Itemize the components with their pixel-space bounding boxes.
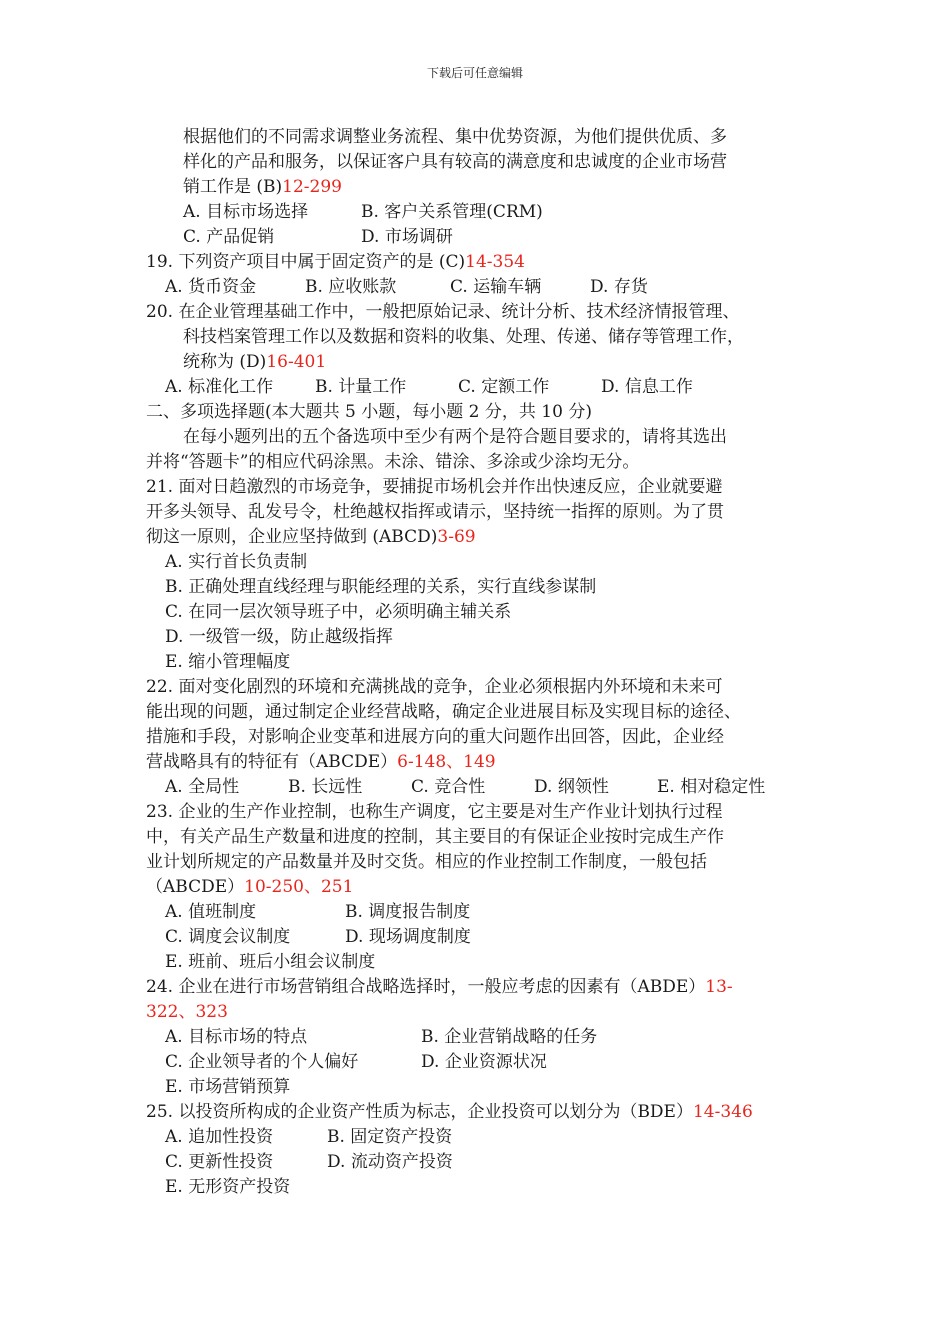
option-text: A. 目标市场的特点 [165,1027,308,1047]
line-text: D. 信息工作 [601,377,693,397]
text-line [146,850,707,875]
text-line [146,475,722,500]
text-line [165,650,290,675]
text-line [183,200,543,225]
line-text: 25. 以投资所构成的企业资产性质为标志，企业投资可以划分为（BDE） [146,1102,693,1122]
text-line [146,875,353,900]
text-line [165,375,693,400]
line-text: E. 无形资产投资 [165,1177,291,1197]
line-text: D. 企业资源状况 [421,1052,547,1072]
text-line [165,1075,290,1100]
text-line [146,450,639,475]
option-text: A. 货币资金 [165,277,257,297]
text-line [183,425,727,450]
text-line [165,625,393,650]
text-line [165,775,765,800]
option-text: A. 标准化工作 [165,377,274,397]
line-text: 在每小题列出的五个备选项中至少有两个是符合题目要求的，请将其选出 [183,427,727,447]
page-reference: 322、323 [146,1002,228,1022]
line-text: E. 班前、班后小组会议制度 [165,952,376,972]
text-line [183,125,727,150]
line-text: 并将“答题卡”的相应代码涂黑。未涂、错涂、多涂或少涂均无分。 [146,452,640,472]
text-line [165,950,375,975]
line-text: 23. 企业的生产作业控制，也称生产调度，它主要是对生产作业计划执行过程 [146,802,723,822]
text-line [146,725,724,750]
text-line [165,550,307,575]
option-text: C. 定额工作 [458,377,550,397]
line-text: 科技档案管理工作以及数据和资料的收集、处理、传递、储存等管理工作， [183,327,744,347]
option-text: B. 应收账款 [305,277,397,297]
text-line [165,600,511,625]
text-line [165,275,648,300]
line-text: B. 企业营销战略的任务 [421,1027,598,1047]
line-text: 20. 在企业管理基础工作中，一般把原始记录、统计分析、技术经济情报管理、 [146,302,740,322]
line-text: 二、多项选择题(本大题共 5 小题，每小题 2 分，共 10 分) [146,402,592,422]
page-reference: 14-354 [465,252,525,272]
line-text: 销工作是 (B) [183,177,283,197]
text-line [146,300,739,325]
line-text: 统称为 (D) [183,352,267,372]
option-text: C. 调度会议制度 [165,927,291,947]
page-reference: 6-148、149 [397,752,496,772]
option-text: C. 竞合性 [411,777,486,797]
text-line [183,350,326,375]
text-line [146,1100,753,1125]
text-line [146,500,724,525]
text-line [183,175,342,200]
line-text: A. 实行首长负责制 [165,552,308,572]
option-text: C. 更新性投资 [165,1152,274,1172]
line-text: D. 一级管一级，防止越级指挥 [165,627,393,647]
text-line [183,325,744,350]
line-text: 19. 下列资产项目中属于固定资产的是 (C) [146,252,466,272]
option-text: C. 企业领导者的个人偏好 [165,1052,359,1072]
text-line [183,150,727,175]
page-reference: 3-69 [437,527,476,547]
option-text: C. 运输车辆 [450,277,542,297]
page-reference: 10-250、251 [244,877,354,897]
line-text: 开多头领导、乱发号令，杜绝越权指挥或请示，坚持统一指挥的原则。为了贯 [146,502,724,522]
text-line [165,1150,453,1175]
line-text: B. 正确处理直线经理与职能经理的关系，实行直线参谋制 [165,577,597,597]
option-text: D. 纲领性 [534,777,609,797]
page-reference: 13- [705,977,733,997]
option-text: A. 值班制度 [165,902,257,922]
option-text: A. 追加性投资 [165,1127,274,1147]
line-text: B. 调度报告制度 [345,902,471,922]
line-text: 能出现的问题，通过制定企业经营战略，确定企业进展目标及实现目标的途径、 [146,702,741,722]
line-text: （ABCDE） [146,877,245,897]
line-text: 21. 面对日趋激烈的市场竞争，要捕捉市场机会并作出快速反应，企业就要避 [146,477,723,497]
text-line [165,1175,290,1200]
line-text: B. 固定资产投资 [327,1127,453,1147]
line-text: D. 市场调研 [361,227,453,247]
line-text: 中，有关产品生产数量和进度的控制，其主要目的有保证企业按时完成生产作 [146,827,724,847]
text-line [165,900,470,925]
text-line [165,575,596,600]
text-line [146,400,592,425]
text-line [146,250,525,275]
page-reference: 12-299 [282,177,342,197]
line-text: C. 在同一层次领导班子中，必须明确主辅关系 [165,602,512,622]
page-reference: 14-346 [692,1102,753,1122]
line-text: 样化的产品和服务，以保证客户具有较高的满意度和忠诚度的企业市场营 [183,152,727,172]
line-text: D. 流动资产投资 [327,1152,453,1172]
line-text: E. 市场营销预算 [165,1077,291,1097]
option-text: B. 计量工作 [315,377,407,397]
text-line [165,1125,452,1150]
line-text: 业计划所规定的产品数量并及时交货。相应的作业控制工作制度，一般包括 [146,852,707,872]
line-text: 22. 面对变化剧烈的环境和充满挑战的竞争，企业必须根据内外环境和未来可 [146,677,723,697]
option-text: B. 长远性 [288,777,363,797]
text-line [146,750,496,775]
line-text: D. 存货 [590,277,648,297]
text-line [165,1050,547,1075]
option-text: A. 目标市场选择 [183,202,309,222]
line-text: 彻这一原则，企业应坚持做到 (ABCD) [146,527,438,547]
option-text: C. 产品促销 [183,227,275,247]
text-line [183,225,453,250]
line-text: 措施和手段，对影响企业变革和进展方向的重大问题作出回答，因此，企业经 [146,727,724,747]
line-text: B. 客户关系管理(CRM) [361,202,543,222]
text-line [146,675,722,700]
text-line [146,975,733,1000]
line-text: 24. 企业在进行市场营销组合战略选择时，一般应考虑的因素有（ABDE） [146,977,706,997]
line-text: D. 现场调度制度 [345,927,471,947]
line-text: 根据他们的不同需求调整业务流程、集中优势资源，为他们提供优质、多 [183,127,727,147]
text-line [146,700,741,725]
text-line [165,925,471,950]
option-text: A. 全局性 [165,777,240,797]
text-line [146,800,722,825]
text-line [146,825,724,850]
line-text: E. 相对稳定性 [657,777,766,797]
text-line [146,525,476,550]
line-text: 营战略具有的特征有（ABCDE） [146,752,398,772]
page-header: 下载后可任意编辑 [426,66,523,80]
page-reference: 16-401 [266,352,327,372]
line-text: E. 缩小管理幅度 [165,652,291,672]
text-line [146,1000,228,1025]
text-line [165,1025,597,1050]
